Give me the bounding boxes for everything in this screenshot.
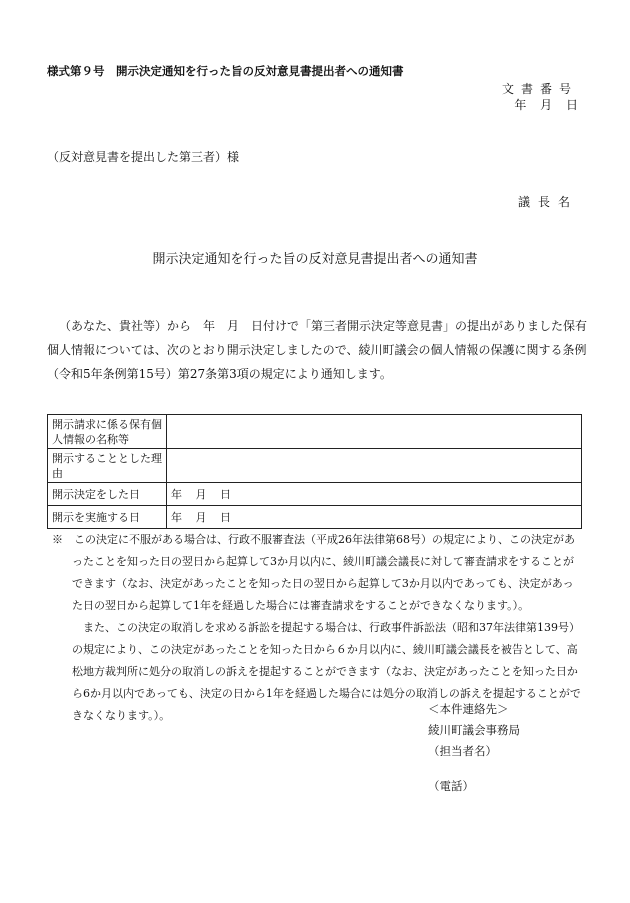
body-paragraph: （あなた、貴社等）から 年 月 日付けで「第三者開示決定等意見書」の提出がありました保有個人情報については、次のとおり開示決定しましたので、綾川町議会の個人情報の保護に関する条例（令和5年条例第15号）第27条第3項の規定により通知します。 bbox=[47, 319, 588, 381]
contact-phone: （電話） bbox=[428, 779, 474, 793]
row-label: 開示決定をした日 bbox=[48, 483, 167, 506]
notes bbox=[47, 529, 582, 727]
recipient: （反対意見書を提出した第三者）様 bbox=[47, 150, 240, 164]
contact-heading: ＜本件連絡先＞ bbox=[428, 702, 509, 716]
document-number: 文書番号 bbox=[501, 82, 578, 96]
note-lawsuit: また、この決定の取消しを求める訴訟を提起する場合は、行政事件訴訟法（昭和37年法律第139号）の規定により、この決定があったことを知った日から６か月以内に、綾川町議会議長を被告として、高松地方裁判所に処分の取消しの訴えを提起することができます（なお、決定があったことを知った日から6か月以内であっても、決定の日から1年を経過した場合には処分の取消しの訴えを提起することができなくなります。）。 bbox=[72, 621, 581, 722]
row-value: 年 月 日 bbox=[167, 506, 582, 529]
row-label: 開示を実施する日 bbox=[48, 506, 167, 529]
disclosure-table bbox=[47, 414, 582, 529]
row-value bbox=[167, 415, 582, 449]
chairman-name: 議長名 bbox=[517, 195, 578, 209]
contact-person: （担当者名） bbox=[428, 744, 497, 758]
table-row bbox=[48, 483, 582, 506]
row-value bbox=[167, 449, 582, 483]
row-label: 開示することとした理由 bbox=[48, 449, 167, 483]
form-number: 様式第９号 開示決定通知を行った旨の反対意見書提出者への通知書 bbox=[47, 64, 404, 78]
issue-date: 年 月 日 bbox=[514, 98, 578, 112]
table-row bbox=[48, 449, 582, 483]
contact-office: 綾川町議会事務局 bbox=[428, 723, 520, 737]
table-row bbox=[48, 506, 582, 529]
document-title: 開示決定通知を行った旨の反対意見書提出者への通知書 bbox=[152, 252, 478, 267]
table-row bbox=[48, 415, 582, 449]
note-appeal: ※ この決定に不服がある場合は、行政不服審査法（平成26年法律第68号）の規定により、この決定があったことを知った日の翌日から起算して3か月以内に、綾川町議会議長に対して審査請求をすることができます（なお、決定があったことを知った日の翌日から起算して3か月以内であっても、決定があった日の翌日から起算して1年を経過した場合には審査請求をすることができなくなります。）。 bbox=[52, 533, 575, 612]
row-label: 開示請求に係る保有個人情報の名称等 bbox=[48, 415, 167, 449]
row-value: 年 月 日 bbox=[167, 483, 582, 506]
